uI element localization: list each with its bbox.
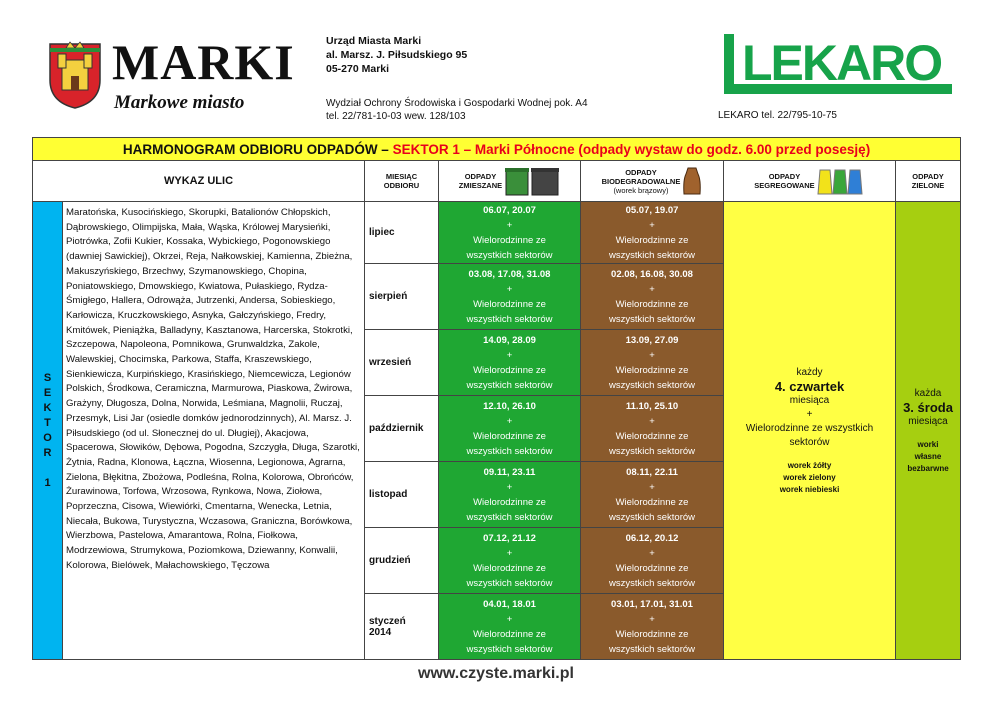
seg-line: każdy (796, 366, 823, 378)
city-name: MARKI (112, 34, 295, 90)
mixed-date: 14.09, 28.09 (483, 334, 536, 346)
green-note-line: worki (917, 439, 939, 449)
office-line: al. Marsz. J. Piłsudskiego 95 (326, 49, 468, 61)
brown-bag-icon (682, 166, 702, 196)
segregated-waste-header (724, 161, 896, 202)
seg-day: 4. czwartek (774, 378, 845, 394)
month-header (365, 161, 439, 202)
multi-family-note: wszystkich sektorów (608, 643, 696, 655)
multi-family-note: wszystkich sektorów (608, 379, 696, 391)
bio-waste-dates (581, 202, 724, 264)
lekaro-phone: LEKARO tel. 22/795-10-75 (718, 110, 837, 121)
plus-sign: + (649, 613, 655, 625)
green-day: 3. środa (903, 399, 953, 415)
green-line: miesiąca (908, 415, 948, 427)
bio-date: 02.08, 16.08, 30.08 (611, 268, 693, 280)
lekaro-logo (718, 32, 956, 100)
multi-family-note: wszystkich sektorów (608, 249, 696, 261)
bio-date: 05.07, 19.07 (625, 204, 679, 216)
plus-sign: + (649, 481, 655, 493)
multi-family-note: wszystkich sektorów (466, 643, 553, 655)
month-label (365, 264, 439, 330)
plus-sign: + (649, 219, 655, 231)
month-label (365, 528, 439, 594)
multi-family-note: Wielorodzinne ze (473, 628, 546, 640)
multi-family-note: wszystkich sektorów (466, 511, 553, 523)
bag-green: worek zielony (783, 472, 836, 482)
sector-letter: O (43, 431, 52, 444)
multi-family-note: wszystkich sektorów (466, 249, 553, 261)
multi-family-note: Wielorodzinne ze (615, 364, 689, 376)
office-address (326, 34, 467, 76)
multi-family-note: Wielorodzinne ze (615, 234, 689, 246)
multi-family-note: Wielorodzinne ze (615, 562, 689, 574)
green-note (896, 439, 960, 475)
mixed-waste-header (439, 161, 581, 202)
green-waste-header (896, 161, 961, 202)
month-name: grudzień (369, 555, 411, 566)
multi-family-note: Wielorodzinne ze (615, 430, 689, 442)
bag-list (724, 460, 895, 496)
bio-waste-dates (581, 396, 724, 462)
month-label (365, 462, 439, 528)
mixed-header-line: ZMIESZANE (458, 181, 503, 190)
mixed-date: 04.01, 18.01 (483, 598, 536, 610)
footer-url[interactable]: www.czyste.marki.pl (418, 665, 574, 682)
lekaro-logo-text: LEKARO (742, 35, 942, 91)
mixed-waste-dates (439, 202, 581, 264)
plus-sign: + (506, 415, 513, 427)
bag-yellow: worek żółty (787, 460, 832, 470)
bio-date: 03.01, 17.01, 31.01 (611, 598, 693, 610)
month-label (365, 396, 439, 462)
bio-waste-header (581, 161, 724, 202)
seg-line: Wielorodzinne ze wszystkich sektorów (745, 422, 874, 448)
sector-letter: R (43, 446, 52, 459)
multi-family-note: wszystkich sektorów (608, 577, 696, 589)
bio-header-line: BIODEGRADOWALNE (601, 176, 681, 186)
month-row (33, 202, 961, 264)
month-name: październik (369, 423, 424, 434)
green-header-line: ZIELONE (911, 181, 945, 190)
sector-letter: T (44, 416, 51, 429)
sector-letter: E (43, 386, 52, 399)
city-tagline: Markowe miasto (114, 92, 245, 113)
multi-family-note: Wielorodzinne ze (473, 496, 546, 508)
month-name: wrzesień (369, 357, 412, 368)
bio-date: 13.09, 27.09 (625, 334, 679, 346)
mixed-date: 03.08, 17.08, 31.08 (468, 268, 551, 280)
bio-waste-dates (581, 264, 724, 330)
multi-family-note: wszystkich sektorów (466, 445, 553, 457)
month-header-line: MIESIĄC (385, 172, 418, 181)
multi-family-note: Wielorodzinne ze (615, 496, 689, 508)
office-line: 05-270 Marki (326, 63, 390, 75)
multi-family-note: Wielorodzinne ze (473, 234, 546, 246)
mixed-waste-dates (439, 528, 581, 594)
waste-bin-icon (504, 165, 560, 197)
plus-sign: + (506, 283, 513, 295)
schedule-title (33, 138, 961, 161)
seg-line: miesiąca (789, 394, 830, 406)
bag-blue: worek niebieski (779, 484, 840, 494)
green-header-line: ODPADY (912, 172, 944, 181)
plus-sign: + (506, 547, 513, 559)
recycling-bags-icon (817, 166, 865, 196)
header-row (33, 161, 961, 202)
bio-date: 06.12, 20.12 (625, 532, 679, 544)
mixed-date: 12.10, 26.10 (483, 400, 536, 412)
plus-sign: + (649, 547, 655, 559)
green-line: każda (914, 387, 942, 399)
mixed-waste-dates (439, 594, 581, 660)
plus-sign: + (506, 481, 513, 493)
mixed-waste-dates (439, 264, 581, 330)
month-name: listopad (369, 489, 408, 500)
month-name: styczeń (369, 615, 406, 627)
plus-sign: + (506, 219, 513, 231)
bio-waste-dates (581, 330, 724, 396)
multi-family-note: Wielorodzinne ze (473, 364, 546, 376)
plus-sign: + (649, 415, 655, 427)
mixed-waste-dates (439, 462, 581, 528)
multi-family-note: Wielorodzinne ze (473, 298, 546, 310)
multi-family-note: Wielorodzinne ze (615, 298, 689, 310)
department-info (326, 97, 588, 123)
dept-line: tel. 22/781-10-03 wew. 128/103 (326, 111, 466, 122)
plus-sign: + (649, 283, 655, 295)
marki-crest-logo (46, 40, 104, 110)
seg-header-line: SEGREGOWANE (754, 181, 815, 190)
green-waste-schedule (896, 202, 961, 660)
street-list: Maratońska, Kusocińskiego, Skorupki, Batalionów Chłopskich, Dąbrowskiego, Olimpijska, Mała, Wąska, Królowej Marysieńki, Piotrówka, Zofii Kukier, Kossaka, Wybickiego, Pogonowskiego (dawniej Sawickiej), Okrzei, Reja, Nałkowskiej, Kamienna, Zbieżna, Makuszyńskiego, Brzechwy, Szymanowskiego, Chopina, Poniatowskiego, Dmowskiego, Kwiatowa, Pułaskiego, Rydza-Śmigłego, Hallera, Odrowąża, Jutrzenki, Andersa, Sobieskiego, Karłowicza, Kruczkowskiego, Asnyka, Gałczyńskiego, Fredry, Kmitówek, Pieniążka, Balladyny, Kasztanowa, Harcerska, Stokrotki, Szczepowa, Napoleona, Pomnikowa, Grunwaldzka, Zakole, Walewskiej, Chocimska, Parkowa, Staffa, Kraszewskiego, Sienkiewicza, Kurpińskiego, Krasińskiego, Niemcewicza, Legionów Polskich, Środkowa, Ceramiczna, Marmurowa, Piaskowa, Żwirowa, Grażyny, Długosza, Dolna, Norwida, Leśmiana, Magnolii, Ruczaj, Przesmyk, Lisi Jar (osiedle domków jednorodzinnych), Al. Marsz. J. Piłsudskiego (od ul. Słonecznej do ul. Długiej), Akacjowa, Spacerowa, Słowików, Dębowa, Pogodna, Szczygła, Długa, Szarotki, Żytnia, Radna, Klonowa, Łączna, Wiosenna, Legionowa, Agrarna, Zielona, Błękitna, Zbożowa, Podleśna, Rolna, Kolorowa, Obrońców, Żurawinowa, Torfowa, Wrzosowa, Rynkowa, Nowa, Ziołowa, Poprzeczna, Cisowa, Wiewiórki, Cmentarna, Wenecka, Letnia, Niecała, Bukowa, Turystyczna, Wczasowa, Graniczna, Borówkowa, Wierzbowa, Pastelowa, Amarantowa, Rolna, Fiołkowa, Modrzewiowa, Strumykowa, Poziomkowa, Dziewanny, Konwalii, Kolorowa, Bielówek, Małachowskiego, Tęczowa (63, 202, 365, 660)
mixed-waste-dates (439, 396, 581, 462)
segregated-schedule (724, 202, 896, 660)
collection-schedule-table (32, 137, 961, 660)
green-note-line: bezbarwne (907, 463, 949, 473)
mixed-waste-dates (439, 330, 581, 396)
multi-family-note: wszystkich sektorów (608, 445, 696, 457)
month-name: sierpień (369, 291, 408, 302)
multi-family-note: Wielorodzinne ze (473, 430, 546, 442)
month-name: lipiec (369, 227, 395, 238)
title-row (33, 138, 961, 161)
multi-family-note: wszystkich sektorów (466, 313, 553, 325)
bio-date: 08.11, 22.11 (626, 466, 678, 478)
bio-waste-dates (581, 528, 724, 594)
office-line: Urząd Miasta Marki (326, 35, 422, 47)
multi-family-note: Wielorodzinne ze (473, 562, 546, 574)
bio-header-line: ODPADY (625, 167, 657, 177)
mixed-date: 07.12, 21.12 (483, 532, 536, 544)
month-year: 2014 (369, 626, 392, 638)
sector-letter: S (43, 371, 52, 384)
title-main: HARMONOGRAM ODBIORU ODPADÓW – (122, 141, 393, 157)
bio-waste-dates (581, 462, 724, 528)
plus-sign: + (506, 349, 513, 361)
multi-family-note: wszystkich sektorów (608, 511, 696, 523)
plus-sign: + (649, 349, 655, 361)
dept-line: Wydział Ochrony Środowiska i Gospodarki Wodnej pok. A4 (326, 98, 588, 109)
plus-sign: + (506, 613, 513, 625)
multi-family-note: wszystkich sektorów (466, 577, 553, 589)
sector-label (33, 202, 63, 660)
mixed-date: 06.07, 20.07 (483, 204, 536, 216)
green-note-line: własne (914, 451, 942, 461)
mixed-header-line: ODPADY (464, 172, 497, 181)
month-label (365, 594, 439, 660)
bio-header-line: (worek brązowy) (613, 185, 669, 195)
bio-waste-dates (581, 594, 724, 660)
multi-family-note: wszystkich sektorów (466, 379, 553, 391)
bio-date: 11.10, 25.10 (625, 400, 679, 412)
streets-header: WYKAZ ULIC (33, 161, 365, 202)
sector-letter: K (43, 401, 52, 414)
month-label (365, 330, 439, 396)
month-header-line: ODBIORU (383, 181, 420, 190)
multi-family-note: Wielorodzinne ze (615, 628, 689, 640)
multi-family-note: wszystkich sektorów (608, 313, 696, 325)
seg-header-line: ODPADY (768, 172, 801, 181)
plus-sign: + (806, 408, 813, 420)
sector-letter: 1 (44, 476, 51, 489)
mixed-date: 09.11, 23.11 (483, 466, 536, 478)
month-label (365, 202, 439, 264)
title-sector: SEKTOR 1 – Marki Północne (odpady wystaw do godz. 6.00 przed posesję) (392, 141, 871, 157)
